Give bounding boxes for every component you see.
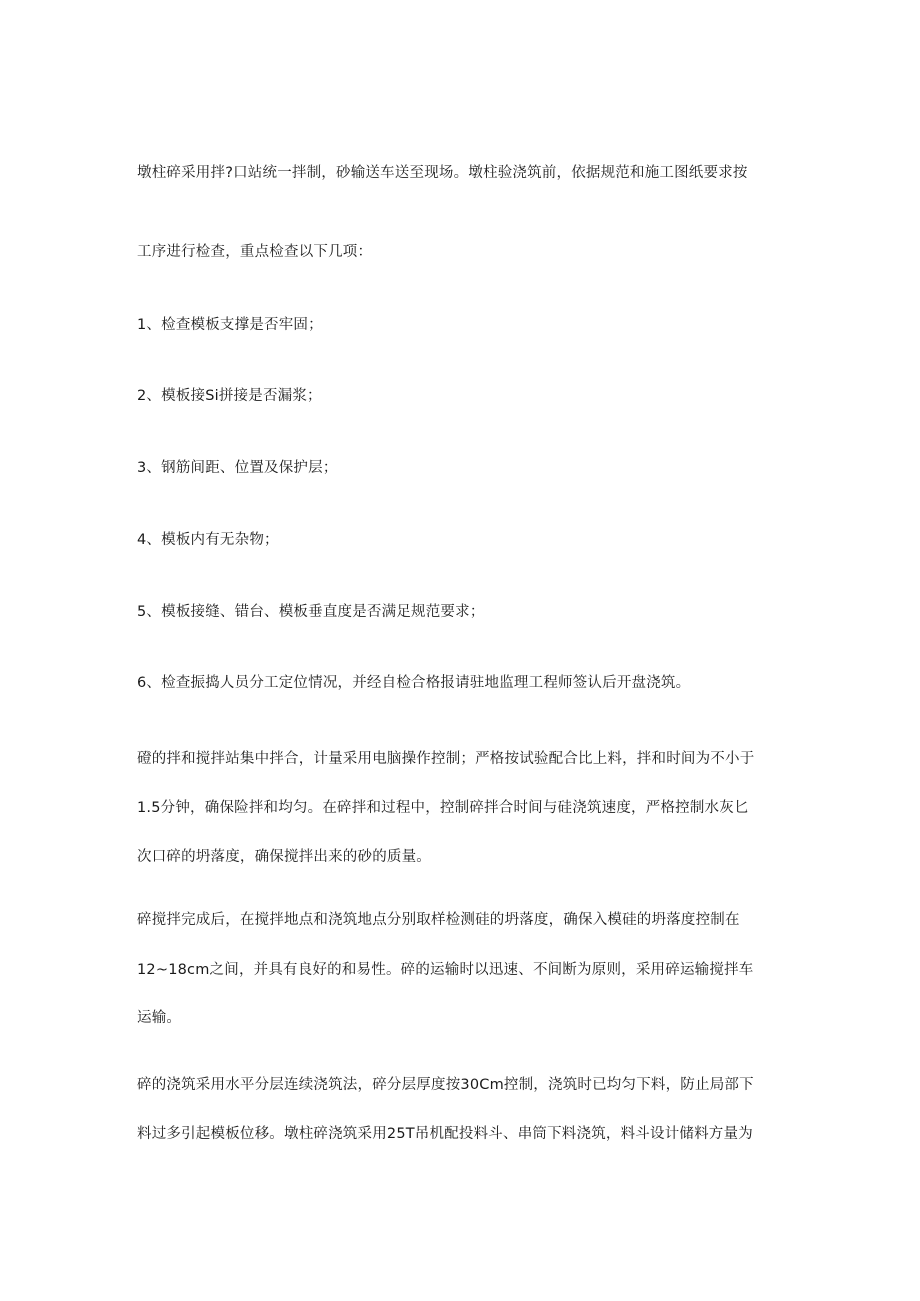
intro-line-2: 工序进行检查，重点检查以下几项： xyxy=(137,244,373,260)
slump-paragraph-line-1: 碎搅拌完成后，在搅拌地点和浇筑地点分别取样检测硅的坍落度，确保入模硅的坍落度控制在 xyxy=(137,912,740,928)
checklist-item-4: 4、模板内有无杂物； xyxy=(137,532,279,548)
mixing-paragraph-line-1: 磴的拌和搅拌站集中拌合，计量采用电脑操作控制；严格按试验配合比上料，拌和时间为不小于 xyxy=(137,751,755,767)
slump-paragraph-line-2: 12~18cm之间，并具有良好的和易性。碎的运输时以迅速、不间断为原则，采用碎运输搅拌车 xyxy=(137,962,754,978)
checklist-item-3: 3、钢筋间距、位置及保护层； xyxy=(137,460,338,476)
checklist-item-5: 5、模板接缝、错台、模板垂直度是否满足规范要求； xyxy=(137,604,485,620)
checklist-item-1: 1、检查模板支撑是否牢固； xyxy=(137,317,323,333)
pouring-paragraph-line-1: 碎的浇筑采用水平分层连续浇筑法，碎分层厚度按30Cm控制，浇筑时已均匀下料，防止局部下 xyxy=(137,1077,754,1093)
checklist-item-6: 6、检查振捣人员分工定位情况，并经自检合格报请驻地监理工程师签认后开盘浇筑。 xyxy=(137,675,691,691)
checklist-item-2: 2、模板接Si拼接是否漏浆； xyxy=(137,388,322,404)
intro-line-1: 墩柱碎采用拌?口站统一拌制，砂输送车送至现场。墩柱验浇筑前，依据规范和施工图纸要求按 xyxy=(137,165,748,181)
mixing-paragraph-line-2: 1.5分钟，确保险拌和均匀。在碎拌和过程中，控制碎拌合时间与硅浇筑速度，严格控制水灰匕 xyxy=(137,800,749,816)
pouring-paragraph-line-2: 料过多引起模板位移。墩柱碎浇筑采用25T吊机配投料斗、串筒下料浇筑，料斗设计储料方量为 xyxy=(137,1126,753,1142)
mixing-paragraph-line-3: 次口碎的坍落度，确保搅拌出来的砂的质量。 xyxy=(137,849,431,865)
slump-paragraph-line-3: 运输。 xyxy=(137,1010,182,1026)
